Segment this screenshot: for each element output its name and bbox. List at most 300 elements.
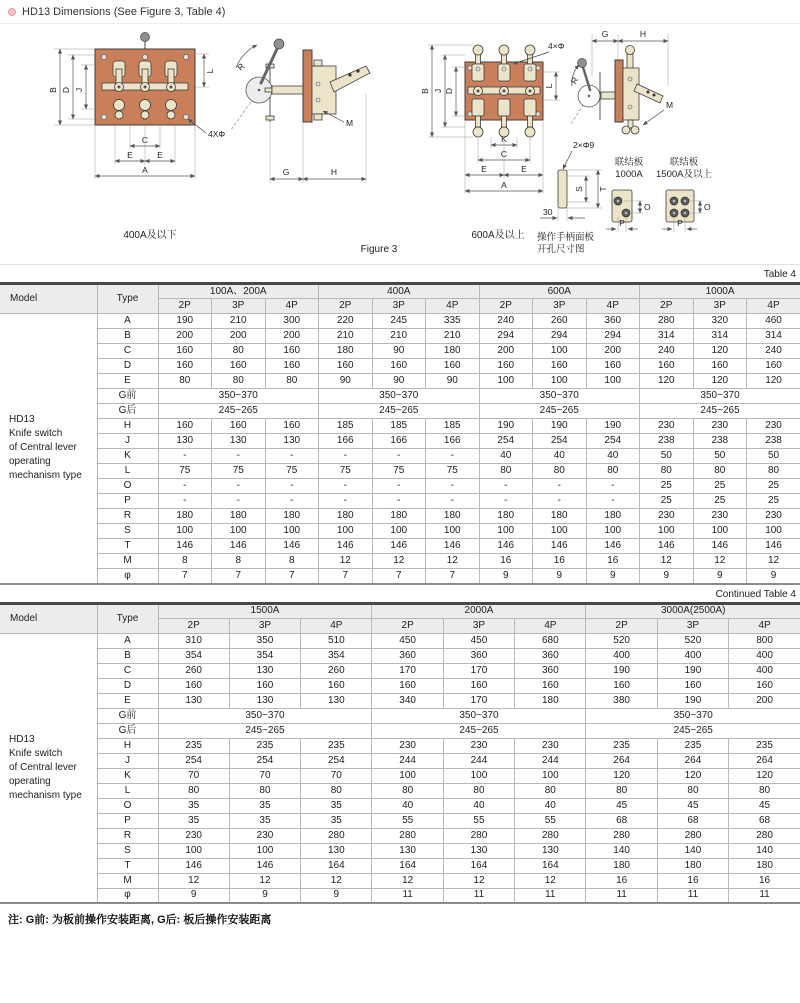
plate-title: 联结板 [614,157,644,168]
cell: 160 [301,678,372,693]
connection-plate-1500a [656,156,712,232]
cell: 354 [158,648,229,663]
table-4-caption: Table 4 [763,269,796,280]
cell: 80 [372,783,443,798]
cell: 180 [426,509,480,524]
cell: - [265,479,319,494]
cell: 90 [372,344,426,359]
cell: 360 [372,648,443,663]
type-header: Type [97,284,158,314]
dim-label-B: B [48,87,58,93]
cell: 9 [158,888,229,903]
table-row [0,753,800,768]
row-label: K [97,768,158,783]
table-row [0,888,800,903]
table-row [0,569,800,584]
table-row [0,374,800,389]
cell: 180 [212,509,266,524]
row-label: C [97,344,158,359]
cell: 35 [301,813,372,828]
cell: - [319,494,373,509]
pole-header: 4P [586,299,640,314]
cell: 180 [479,509,533,524]
cell: 7 [319,569,373,584]
group-header: 100A、200A [158,284,319,299]
cell: 9 [533,569,587,584]
dim-label-O: O [644,202,651,212]
pole-header: 3P [533,299,587,314]
cell: 230 [640,509,694,524]
cell: 130 [372,843,443,858]
cell: 180 [586,858,657,873]
cell: 400 [729,663,800,678]
cell: 180 [372,509,426,524]
cell: 160 [729,678,800,693]
cell: 100 [693,524,747,539]
cell: 120 [747,374,800,389]
cell: 9 [747,569,800,584]
cell: 8 [212,554,266,569]
row-label: R [97,828,158,843]
panel-cutout-detail [537,140,608,255]
cell: 80 [301,783,372,798]
row-label: D [97,359,158,374]
dim-label-4xphi: 4×Φ [548,41,565,51]
pole-header: 2P [158,618,229,633]
cell: 264 [729,753,800,768]
cell: 8 [265,554,319,569]
figure-3-drawing [0,24,800,264]
cell: 230 [515,738,586,753]
group-header: 400A [319,284,480,299]
table-row [0,539,800,554]
table-row [0,449,800,464]
cell: 35 [301,798,372,813]
cell: 164 [443,858,514,873]
cell: 146 [372,539,426,554]
cell: 100 [212,524,266,539]
pole-header: 3P [693,299,747,314]
cell: 146 [158,858,229,873]
cell: - [426,479,480,494]
cell: 170 [443,693,514,708]
cell: 314 [693,329,747,344]
cell: 40 [479,449,533,464]
cell: - [479,494,533,509]
cell: 100 [533,374,587,389]
cell: 146 [426,539,480,554]
pole-header: 2P [479,299,533,314]
cell: 230 [158,828,229,843]
cell: 200 [158,329,212,344]
cell: 9 [301,888,372,903]
row-label: O [97,479,158,494]
cell: - [533,479,587,494]
cell: 164 [372,858,443,873]
cell: 160 [158,678,229,693]
group-header: 600A [479,284,640,299]
cell: 40 [372,798,443,813]
table-row [0,329,800,344]
cell: 16 [657,873,728,888]
table-row [0,843,800,858]
cell: 16 [586,554,640,569]
cell: 360 [443,648,514,663]
cell: 350 [229,633,300,648]
cell: 75 [158,464,212,479]
table-row [0,434,800,449]
cell: - [212,494,266,509]
cell: 160 [229,678,300,693]
cell: 80 [158,783,229,798]
cell: - [158,449,212,464]
cell: 254 [533,434,587,449]
cell: 146 [319,539,373,554]
cell: 11 [372,888,443,903]
cell: 160 [265,359,319,374]
left-view-caption: 400A及以下 [123,230,177,241]
row-label: S [97,524,158,539]
figure-caption: Figure 3 [360,244,398,255]
cell: 25 [747,494,800,509]
cell: 80 [657,783,728,798]
cell: 166 [319,434,373,449]
cell: 280 [515,828,586,843]
cell: 80 [515,783,586,798]
cell: 350~370 [372,708,586,723]
cell: 100 [426,524,480,539]
cell: 11 [729,888,800,903]
cell: 235 [586,738,657,753]
cell: 80 [586,783,657,798]
cell: 9 [693,569,747,584]
cell: 45 [657,798,728,813]
row-label: G前 [97,708,158,723]
cell: 80 [265,374,319,389]
cell: 190 [657,663,728,678]
cell: 25 [640,479,694,494]
cell: - [533,494,587,509]
cell: 160 [747,359,800,374]
dim-label-P: P [619,218,625,228]
cell: 7 [426,569,480,584]
cell: 11 [657,888,728,903]
cell: 100 [533,524,587,539]
pole-header: 2P [640,299,694,314]
table-row [0,479,800,494]
cell: 75 [265,464,319,479]
cell: 360 [515,648,586,663]
cell: 55 [443,813,514,828]
table-row [0,494,800,509]
dimension-table-1 [0,282,800,585]
cell: 200 [212,329,266,344]
cell: - [265,494,319,509]
row-label: G后 [97,723,158,738]
cell: 100 [515,768,586,783]
cell: 160 [265,344,319,359]
cell: 220 [319,314,373,329]
figure-3 [0,24,800,265]
cell: 280 [586,828,657,843]
cell: 25 [640,494,694,509]
cell: 294 [479,329,533,344]
cell: 160 [479,359,533,374]
cell: 80 [693,464,747,479]
cell: 146 [747,539,800,554]
cell: 130 [212,434,266,449]
cell: 244 [372,753,443,768]
row-label: J [97,434,158,449]
cell: 11 [586,888,657,903]
cell: 254 [158,753,229,768]
dim-label-E: E [127,150,133,160]
cell: 160 [586,678,657,693]
cell: 130 [158,693,229,708]
cell: 146 [158,539,212,554]
cell: 100 [158,524,212,539]
cell: 245~265 [479,404,640,419]
cell: 35 [158,813,229,828]
table-row [0,723,800,738]
cell: 90 [319,374,373,389]
cell: 160 [657,678,728,693]
cell: 280 [729,828,800,843]
table-row [0,813,800,828]
table-row [0,633,800,648]
cell: 160 [212,419,266,434]
cell: - [319,479,373,494]
row-label: T [97,539,158,554]
cell: 120 [657,768,728,783]
cell: - [212,449,266,464]
cell: 230 [693,419,747,434]
panel-caption-line1: 操作手柄面板 [537,232,595,243]
cell: 264 [586,753,657,768]
pole-header: 4P [515,618,586,633]
cell: 210 [212,314,266,329]
cell: 160 [212,359,266,374]
cell: 264 [657,753,728,768]
cell: 190 [657,693,728,708]
cell: 245~265 [158,723,372,738]
table-row [0,738,800,753]
cell: 245~265 [319,404,480,419]
cell: 16 [729,873,800,888]
cell: 190 [158,314,212,329]
cell: 16 [586,873,657,888]
cell: 280 [443,828,514,843]
cell: 260 [533,314,587,329]
cell: 40 [586,449,640,464]
row-label: M [97,554,158,569]
cell: 180 [729,858,800,873]
dim-label-G: G [601,29,609,39]
cell: 90 [372,374,426,389]
cell: 80 [158,374,212,389]
row-label: L [97,783,158,798]
cell: 160 [640,359,694,374]
cell: 12 [515,873,586,888]
row-label: A [97,633,158,648]
cell: 166 [372,434,426,449]
cell: 350~370 [319,389,480,404]
cell: 164 [515,858,586,873]
cell: 50 [640,449,694,464]
row-label: B [97,329,158,344]
table-row [0,693,800,708]
cell: 130 [265,434,319,449]
dim-label-H: H [330,167,338,177]
pole-header: 3P [443,618,514,633]
pole-header: 4P [747,299,800,314]
cell: 100 [479,524,533,539]
cell: 100 [372,524,426,539]
table-row [0,783,800,798]
cell: 146 [479,539,533,554]
cell: 12 [747,554,800,569]
cell: 235 [158,738,229,753]
cell: 230 [640,419,694,434]
cell: 350~370 [640,389,800,404]
cell: 400 [729,648,800,663]
cell: 314 [640,329,694,344]
table-row [0,678,800,693]
row-label: E [97,374,158,389]
dim-label-T: T [598,186,608,192]
cell: 320 [693,314,747,329]
cell: 235 [729,738,800,753]
cell: 350~370 [586,708,800,723]
cell: 180 [426,344,480,359]
dim-label-H: H [639,29,647,39]
cell: 100 [443,768,514,783]
cell: 9 [229,888,300,903]
cell: 160 [158,344,212,359]
model-header: Model [0,284,97,314]
cell: 140 [586,843,657,858]
cell: 160 [533,359,587,374]
left-front-view [48,33,225,242]
cell: 235 [301,738,372,753]
dim-label-4xphi: 4XΦ [208,129,226,139]
row-label: H [97,419,158,434]
cell: 146 [693,539,747,554]
cell: 230 [443,738,514,753]
cell: 120 [640,374,694,389]
cell: 68 [586,813,657,828]
dim-label-30: 30 [543,207,553,217]
cell: 400 [586,648,657,663]
plate-rating: 1500A及以上 [656,169,712,180]
table-row [0,554,800,569]
cell: 12 [319,554,373,569]
dim-label-L: L [205,68,215,74]
dim-label-R: R [568,75,581,86]
cell: 166 [426,434,480,449]
cell: 190 [586,419,640,434]
row-label: S [97,843,158,858]
cell: 170 [372,663,443,678]
cell: 50 [693,449,747,464]
cell: 235 [229,738,300,753]
cell: 11 [443,888,514,903]
cell: 12 [372,554,426,569]
dim-label-L: L [544,83,554,89]
cell: 120 [693,344,747,359]
cell: 160 [372,678,443,693]
row-label: C [97,663,158,678]
cell: 245 [372,314,426,329]
cell: 170 [443,663,514,678]
cell: 12 [426,554,480,569]
cell: 130 [229,693,300,708]
dim-label-M: M [666,100,674,110]
cell: 294 [586,329,640,344]
cell: 68 [729,813,800,828]
cell: 180 [265,509,319,524]
cell: 280 [657,828,728,843]
row-label: φ [97,569,158,584]
page-title: HD13 Dimensions (See Figure 3, Table 4) [22,6,226,18]
cell: 100 [640,524,694,539]
cell: 146 [229,858,300,873]
cell: 235 [657,738,728,753]
cell: 80 [533,464,587,479]
dim-label-A: A [142,165,148,175]
dim-label-D: D [61,86,71,94]
cell: 9 [479,569,533,584]
group-header: 3000A(2500A) [586,603,800,618]
cell: 55 [515,813,586,828]
cell: 180 [319,344,373,359]
cell: 460 [747,314,800,329]
pole-header: 3P [657,618,728,633]
page-header [0,0,800,24]
cell: 185 [426,419,480,434]
pole-header: 4P [301,618,372,633]
cell: 185 [319,419,373,434]
cell: 350~370 [479,389,640,404]
type-header: Type [97,603,158,633]
table-4-continued-caption: Continued Table 4 [715,588,796,600]
cell: 350~370 [158,389,319,404]
cell: 380 [586,693,657,708]
cell: 100 [586,374,640,389]
cell: 254 [586,434,640,449]
cell: 130 [515,843,586,858]
cell: 160 [319,359,373,374]
cell: 254 [479,434,533,449]
cell: 16 [533,554,587,569]
dim-label-M: M [346,118,354,128]
row-label: D [97,678,158,693]
cell: 68 [657,813,728,828]
dim-label-C: C [500,149,508,159]
cell: 35 [158,798,229,813]
cell: 245~265 [586,723,800,738]
cell: 160 [265,419,319,434]
cell: 244 [443,753,514,768]
cell: 9 [586,569,640,584]
cell: 146 [265,539,319,554]
cell: 146 [586,539,640,554]
cell: 8 [158,554,212,569]
cell: 100 [747,524,800,539]
table-row [0,389,800,404]
pole-header: 3P [372,299,426,314]
cell: 238 [693,434,747,449]
